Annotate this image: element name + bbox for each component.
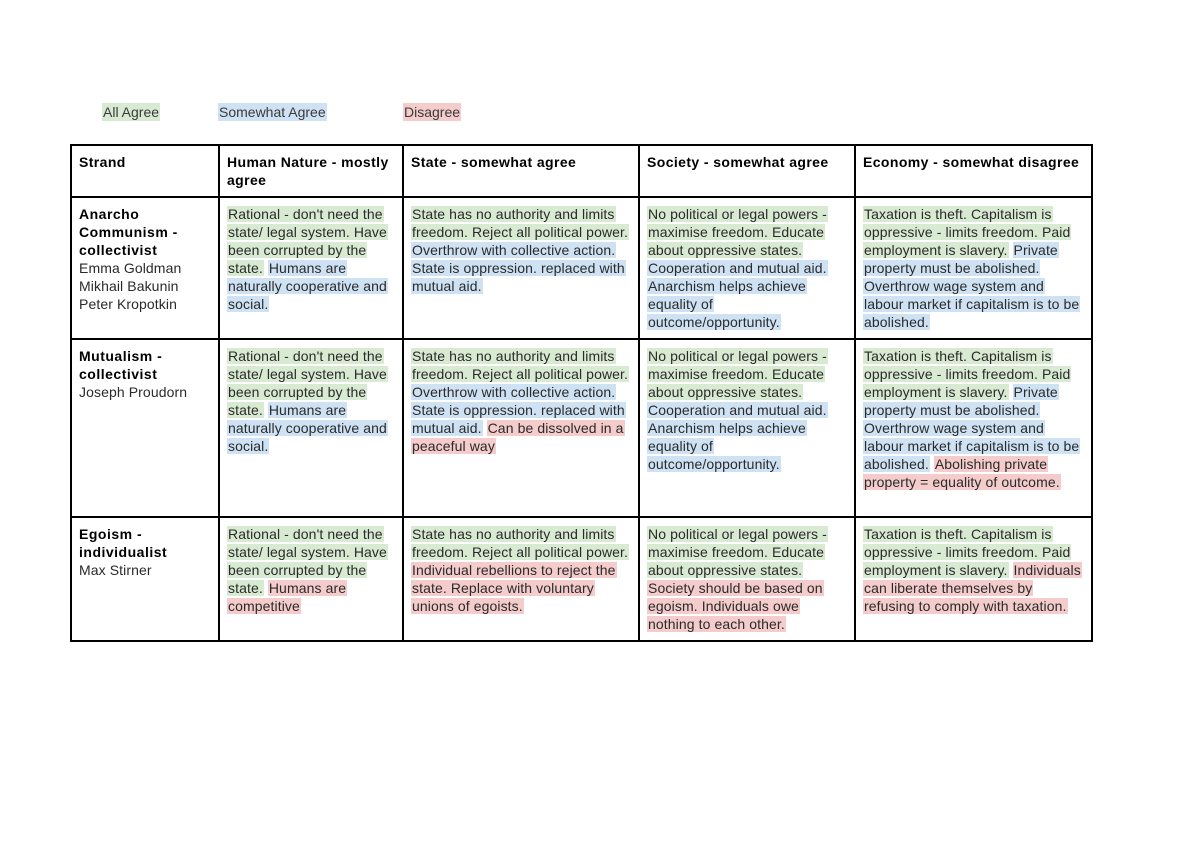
- agree-text: No political or legal powers - maximise freedom. Educate about oppressive states.: [648, 206, 827, 258]
- state-cell: [403, 339, 639, 517]
- somewhat-agree-text: Private property must be abolished. Overthrow wage system and labour market if capitalism is to be abolished.: [864, 242, 1080, 330]
- disagree-text: Individual rebellions to reject the state. Replace with voluntary unions of egoists.: [412, 562, 616, 614]
- strand-name: Egoism - individualist: [79, 526, 168, 560]
- economy-cell: [855, 339, 1092, 517]
- thinker-name: Peter Kropotkin: [79, 296, 177, 312]
- anarchism-comparison-table: [70, 144, 1093, 642]
- agree-text: Rational - don't need the state/ legal system. Have been corrupted by the state.: [228, 348, 387, 418]
- table-row: [71, 339, 1092, 517]
- legend-all-agree: All Agree: [103, 104, 160, 120]
- strand-cell: [71, 339, 219, 517]
- strand-cell: [71, 517, 219, 641]
- agree-text: Rational - don't need the state/ legal system. Have been corrupted by the state.: [228, 526, 387, 596]
- somewhat-agree-text: Humans are naturally cooperative and social.: [228, 260, 387, 312]
- agree-text: State has no authority and limits freedom. Reject all political power.: [412, 348, 629, 382]
- disagree-text: Individuals can liberate themselves by refusing to comply with taxation.: [864, 562, 1081, 614]
- strand-name: Mutualism - collectivist: [79, 348, 163, 382]
- society-cell: [639, 197, 855, 339]
- somewhat-agree-text: Overthrow with collective action. State is oppression. replaced with mutual aid.: [412, 384, 625, 436]
- society-cell: [639, 517, 855, 641]
- agree-text: Taxation is theft. Capitalism is oppressive - limits freedom. Paid employment is slavery.: [864, 206, 1071, 258]
- agree-text: No political or legal powers - maximise freedom. Educate about oppressive states.: [648, 348, 827, 400]
- human-nature-cell: [219, 339, 403, 517]
- header-strand: Strand: [71, 145, 219, 197]
- disagree-text: Abolishing private property = equality of outcome.: [864, 456, 1060, 490]
- disagree-text: Can be dissolved in a peaceful way: [412, 420, 624, 454]
- thinker-name: Emma Goldman: [79, 260, 182, 276]
- thinker-name: Max Stirner: [79, 562, 152, 578]
- human-nature-cell: [219, 517, 403, 641]
- header-row: [71, 145, 1092, 197]
- society-cell: [639, 339, 855, 517]
- header-society: Society - somewhat agree: [639, 145, 855, 197]
- disagree-text: Society should be based on egoism. Individuals owe nothing to each other.: [648, 580, 823, 632]
- agree-text: State has no authority and limits freedom. Reject all political power.: [412, 526, 629, 560]
- somewhat-agree-text: Private property must be abolished. Overthrow wage system and labour market if capitalism is to be abolished.: [864, 384, 1080, 472]
- header-economy: Economy - somewhat disagree: [855, 145, 1092, 197]
- legend-disagree: Disagree: [404, 104, 461, 120]
- strand-name: Anarcho Communism - collectivist: [79, 206, 178, 258]
- agree-text: Rational - don't need the state/ legal system. Have been corrupted by the state.: [228, 206, 387, 276]
- economy-cell: [855, 517, 1092, 641]
- agree-text: No political or legal powers - maximise freedom. Educate about oppressive states.: [648, 526, 827, 578]
- state-cell: [403, 517, 639, 641]
- table-row: [71, 197, 1092, 339]
- somewhat-agree-text: Humans are naturally cooperative and social.: [228, 402, 387, 454]
- somewhat-agree-text: Overthrow with collective action. State is oppression. replaced with mutual aid.: [412, 242, 625, 294]
- state-cell: [403, 197, 639, 339]
- agree-text: State has no authority and limits freedom. Reject all political power.: [412, 206, 629, 240]
- legend-somewhat-agree: Somewhat Agree: [219, 104, 326, 120]
- strand-cell: [71, 197, 219, 339]
- disagree-text: Humans are competitive: [228, 580, 347, 614]
- somewhat-agree-text: Cooperation and mutual aid. Anarchism helps achieve equality of outcome/opportunity.: [648, 260, 827, 330]
- header-human-nature: Human Nature - mostly agree: [219, 145, 403, 197]
- agree-text: Taxation is theft. Capitalism is oppressive - limits freedom. Paid employment is slavery.: [864, 348, 1071, 400]
- agree-text: Taxation is theft. Capitalism is oppressive - limits freedom. Paid employment is slavery.: [864, 526, 1071, 578]
- thinker-name: Joseph Proudorn: [79, 384, 188, 400]
- thinker-name: Mikhail Bakunin: [79, 278, 179, 294]
- somewhat-agree-text: Cooperation and mutual aid. Anarchism helps achieve equality of outcome/opportunity.: [648, 402, 827, 472]
- human-nature-cell: [219, 197, 403, 339]
- header-state: State - somewhat agree: [403, 145, 639, 197]
- table-row: [71, 517, 1092, 641]
- economy-cell: [855, 197, 1092, 339]
